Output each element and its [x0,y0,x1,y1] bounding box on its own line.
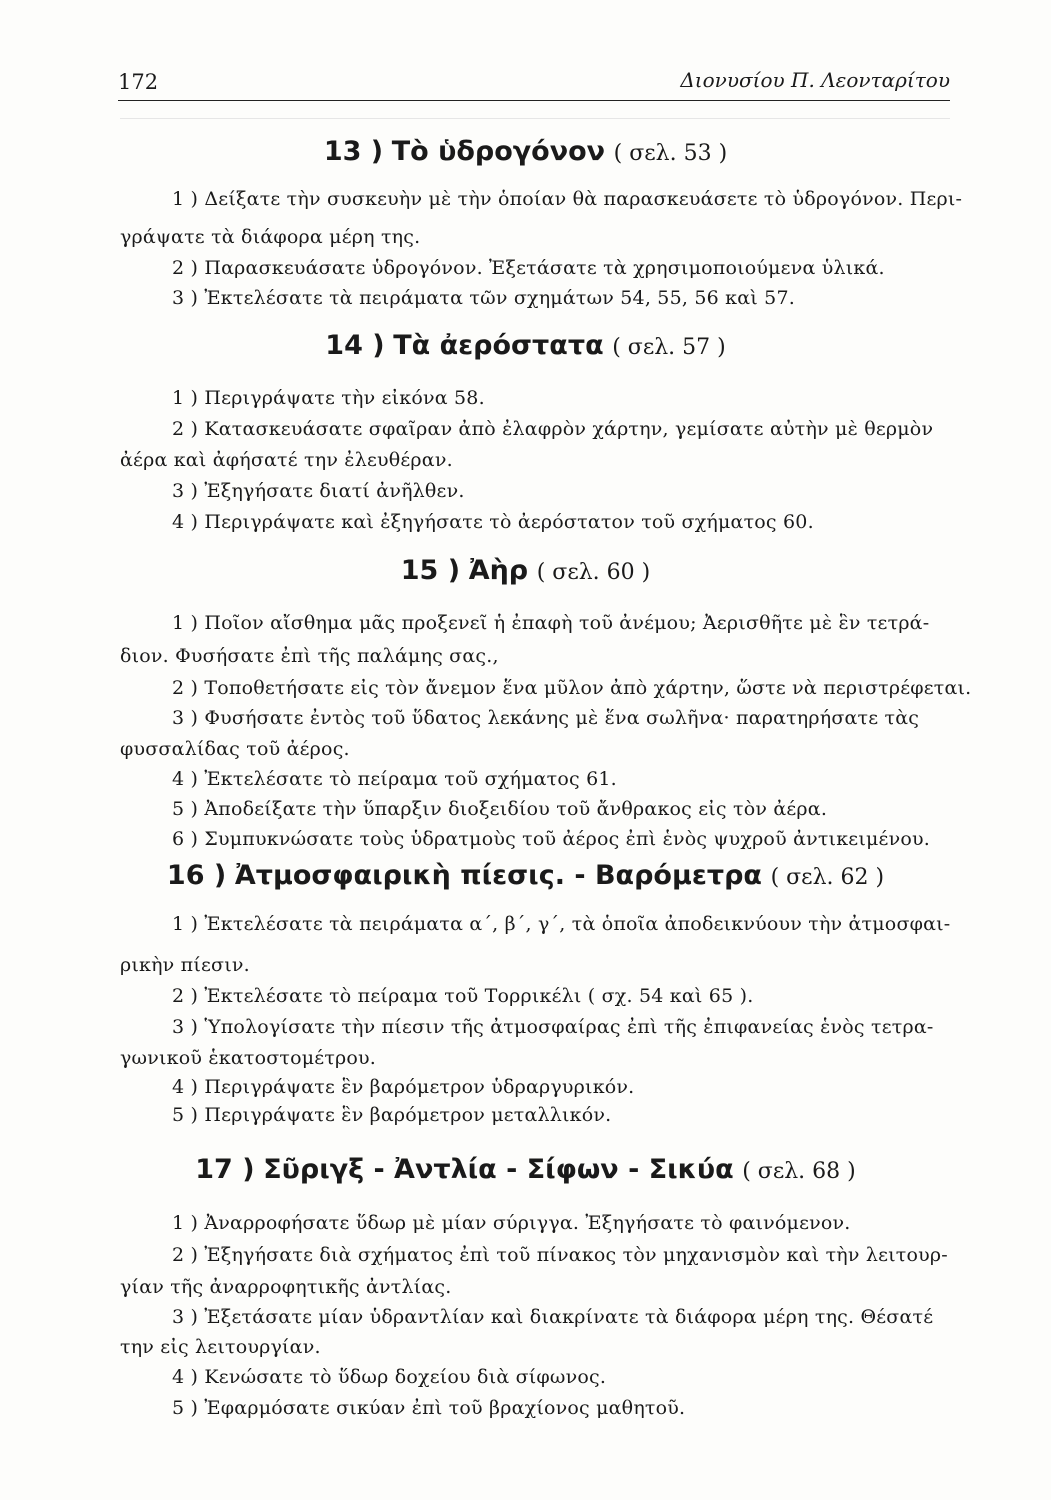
section-16-line: 3 ) Ὑπολογίσατε τὴν πίεσιν τῆς ἀτμοσφαίρας ἐπὶ τῆς ἐπιφανείας ἑνὸς τετρα- [172,1016,934,1038]
section-16-line: ρικὴν πίεσιν. [120,954,250,976]
section-13-line: γράψατε τὰ διάφορα μέρη της. [120,226,421,248]
page-header [118,60,950,101]
section-13-line: 3 ) Ἐκτελέσατε τὰ πειράματα τῶν σχημάτων 54, 55, 56 καὶ 57. [172,287,795,309]
section-14-line: 1 ) Περιγράψατε τὴν εἰκόνα 58. [172,387,485,409]
section-17-line: 3 ) Ἐξετάσατε μίαν ὑδραντλίαν καὶ διακρίνατε τὰ διάφορα μέρη της. Θέσατέ [172,1306,934,1328]
section-15-heading: 15 ) Ἀὴρ ( σελ. 60 ) [400,555,651,586]
section-17-line: 2 ) Ἐξηγήσατε διὰ σχήματος ἐπὶ τοῦ πίνακος τὸν μηχανισμὸν καὶ τὴν λειτουρ- [172,1244,948,1266]
section-17-line: γίαν τῆς ἀναρροφητικῆς ἀντλίας. [120,1276,452,1298]
section-15-line: 3 ) Φυσήσατε ἐντὸς τοῦ ὕδατος λεκάνης μὲ ἕνα σωλῆνα· παρατηρήσατε τὰς [172,707,920,729]
section-15-line: φυσσαλίδας τοῦ ἀέρος. [120,738,350,760]
section-14-heading: 14 ) Τὰ ἀερόστατα ( σελ. 57 ) [325,330,726,361]
section-13-line: 2 ) Παρασκευάσατε ὑδρογόνον. Ἐξετάσατε τὰ χρησιμοποιούμενα ὑλικά. [172,257,885,279]
section-16-line: 1 ) Ἐκτελέσατε τὰ πειράματα α΄, β΄, γ΄, τὰ ὁποῖα ἀποδεικνύουν τὴν ἀτμοσφαι- [172,913,951,935]
section-15-line: 4 ) Ἐκτελέσατε τὸ πείραμα τοῦ σχήματος 61. [172,768,617,790]
section-13-line: 1 ) Δείξατε τὴν συσκευὴν μὲ τὴν ὁποίαν θὰ παρασκευάσετε τὸ ὑδρογόνον. Περι- [172,188,963,210]
section-13-heading: 13 ) Τὸ ὑδρογόνον ( σελ. 53 ) [323,136,728,167]
section-16-heading: 16 ) Ἀτμοσφαιρικὴ πίεσις. - Βαρόμετρα ( σελ. 62 ) [166,860,885,891]
section-14-line: 3 ) Ἐξηγήσατε διατί ἀνῆλθεν. [172,480,465,502]
page-number: 172 [118,70,159,94]
section-15-line: 6 ) Συμπυκνώσατε τοὺς ὑδρατμοὺς τοῦ ἀέρος ἐπὶ ἑνὸς ψυχροῦ ἀντικειμένου. [172,828,930,850]
section-14-line: 2 ) Κατασκευάσατε σφαῖραν ἀπὸ ἐλαφρὸν χάρτην, γεμίσατε αὐτὴν μὲ θερμὸν [172,418,934,440]
section-15-line: 1 ) Ποῖον αἴσθημα μᾶς προξενεῖ ἡ ἐπαφὴ τοῦ ἀνέμου; Ἀερισθῆτε μὲ ἓν τετρά- [172,612,930,634]
section-17-line: την εἰς λειτουργίαν. [120,1336,321,1358]
section-16-line: 4 ) Περιγράψατε ἓν βαρόμετρον ὑδραργυρικόν. [172,1076,635,1098]
section-16-line: 5 ) Περιγράψατε ἓν βαρόμετρον μεταλλικόν. [172,1104,612,1126]
section-15-line: διον. Φυσήσατε ἐπὶ τῆς παλάμης σας., [120,645,499,667]
section-17-heading: 17 ) Σῦριγξ - Ἀντλία - Σίφων - Σικύα ( σελ. 68 ) [195,1154,856,1185]
section-14-line: 4 ) Περιγράψατε καὶ ἐξηγήσατε τὸ ἀερόστατον τοῦ σχήματος 60. [172,511,814,533]
bleed-through-decoration [120,118,950,120]
section-17-line: 1 ) Ἀναρροφήσατε ὕδωρ μὲ μίαν σύριγγα. Ἐξηγήσατε τὸ φαινόμενον. [172,1212,851,1234]
section-17-line: 4 ) Κενώσατε τὸ ὕδωρ δοχείου διὰ σίφωνος. [172,1366,607,1388]
running-title: Διονυσίου Π. Λεονταρίτου [680,68,950,92]
section-14-line: ἀέρα καὶ ἀφήσατέ την ἐλευθέραν. [120,449,453,471]
section-17-line: 5 ) Ἐφαρμόσατε σικύαν ἐπὶ τοῦ βραχίονος μαθητοῦ. [172,1397,686,1419]
section-15-line: 5 ) Ἀποδείξατε τὴν ὕπαρξιν διοξειδίου τοῦ ἄνθρακος εἰς τὸν ἀέρα. [172,798,828,820]
section-16-line: γωνικοῦ ἑκατοστομέτρου. [120,1047,377,1069]
section-16-line: 2 ) Ἐκτελέσατε τὸ πείραμα τοῦ Τορρικέλι ( σχ. 54 καὶ 65 ). [172,985,754,1007]
section-15-line: 2 ) Τοποθετήσατε εἰς τὸν ἄνεμον ἕνα μῦλον ἀπὸ χάρτην, ὥστε νὰ περιστρέφεται. [172,677,972,699]
